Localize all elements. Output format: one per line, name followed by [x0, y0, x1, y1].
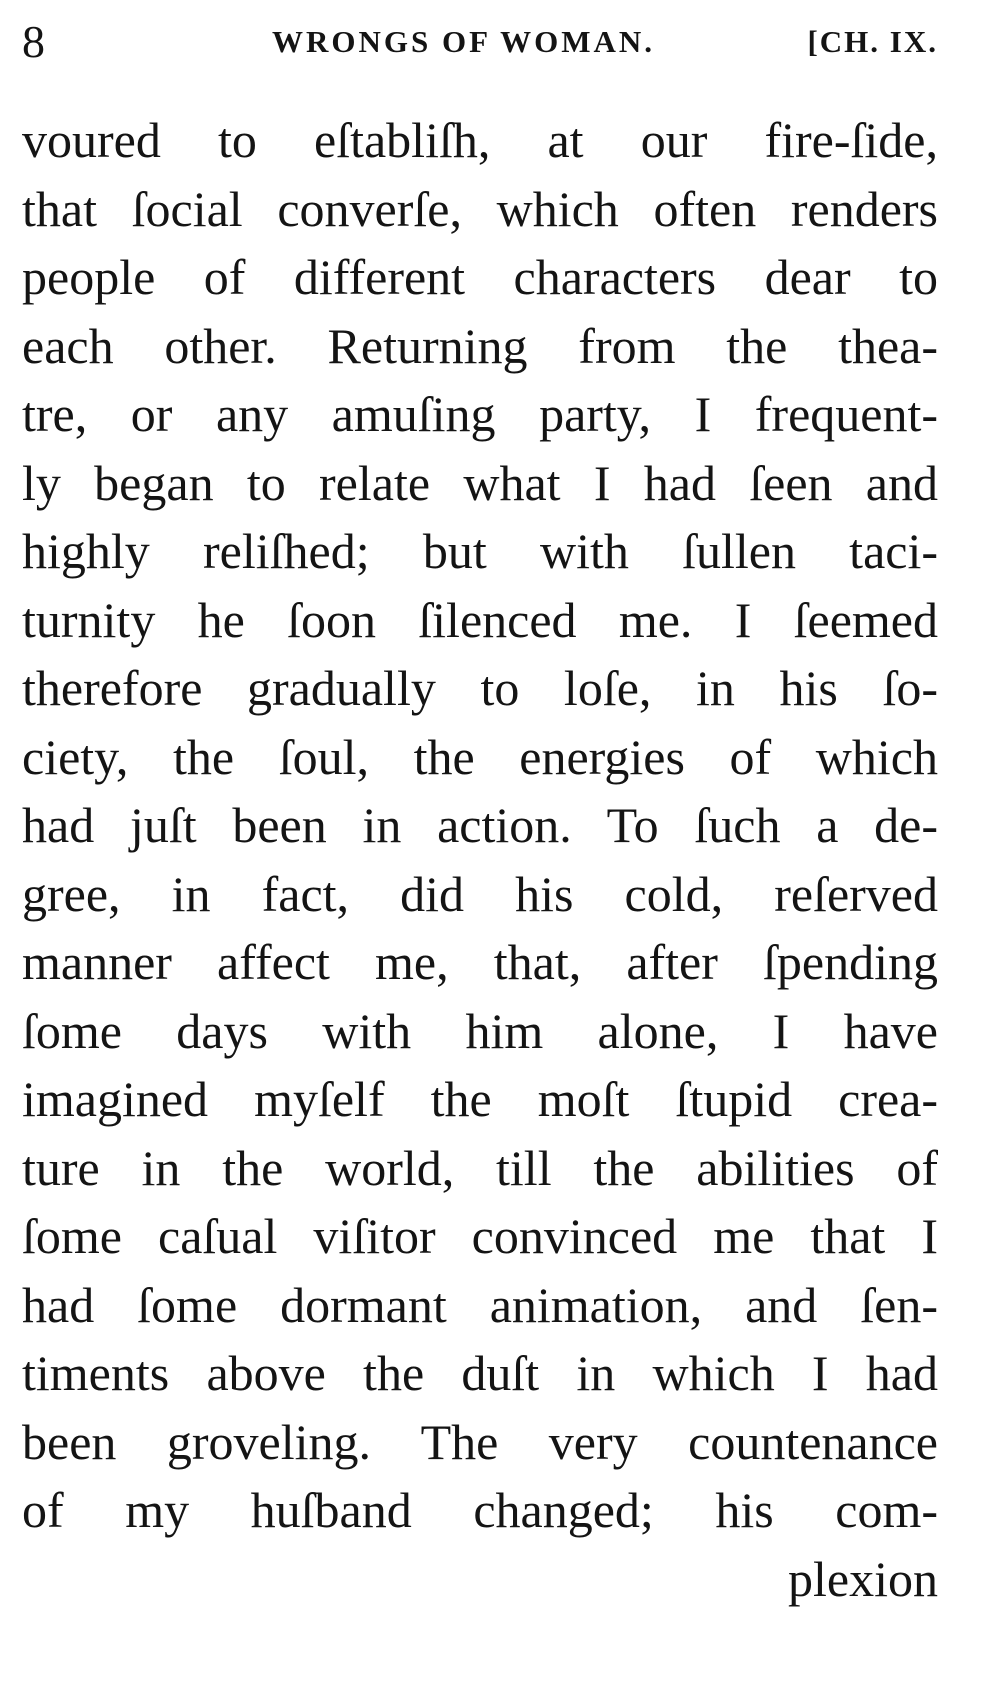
page-number: 8: [22, 16, 45, 67]
page-header: [22, 14, 938, 70]
text-line: gree, in fact, did his cold, reſerved: [22, 865, 938, 922]
text-line: each other. Returning from the thea-: [22, 317, 938, 374]
text-line: had juſt been in action. To ſuch a de-: [22, 797, 938, 853]
text-line: that ſocial converſe, which often renders: [22, 180, 938, 237]
text-line: manner affect me, that, after ſpending: [22, 934, 938, 990]
text-line: tre, or any amuſing party, I frequent-: [22, 386, 938, 442]
text-line: highly reliſhed; but with ſullen taci-: [22, 523, 938, 579]
catchword: plexion: [788, 1550, 938, 1607]
text-line: turnity he ſoon ſilenced me. I ſeemed: [22, 591, 938, 648]
text-line: timents above the duſt in which I had: [22, 1345, 938, 1401]
text-line: ciety, the ſoul, the energies of which: [22, 728, 938, 785]
chapter-mark: [CH. IX.: [807, 24, 938, 59]
text-line: of my huſband changed; his com-: [22, 1482, 938, 1538]
text-line: had ſome dormant animation, and ſen-: [22, 1276, 938, 1333]
text-line: ly began to relate what I had ſeen and: [22, 454, 938, 511]
text-line: ture in the world, till the abilities of: [22, 1139, 938, 1196]
text-line: people of different characters dear to: [22, 249, 938, 305]
text-line: ſome caſual viſitor convinced me that I: [22, 1208, 938, 1264]
text-line: voured to eſtabliſh, at our fire-ſide,: [22, 112, 938, 168]
text-line: therefore gradually to loſe, in his ſo-: [22, 660, 938, 716]
text-line: ſome days with him alone, I have: [22, 1002, 938, 1059]
text-line: imagined myſelf the moſt ſtupid crea-: [22, 1071, 938, 1127]
body-text: [22, 106, 938, 1613]
running-title: WRONGS OF WOMAN.: [272, 24, 655, 59]
text-line: been groveling. The very countenance: [22, 1413, 938, 1470]
